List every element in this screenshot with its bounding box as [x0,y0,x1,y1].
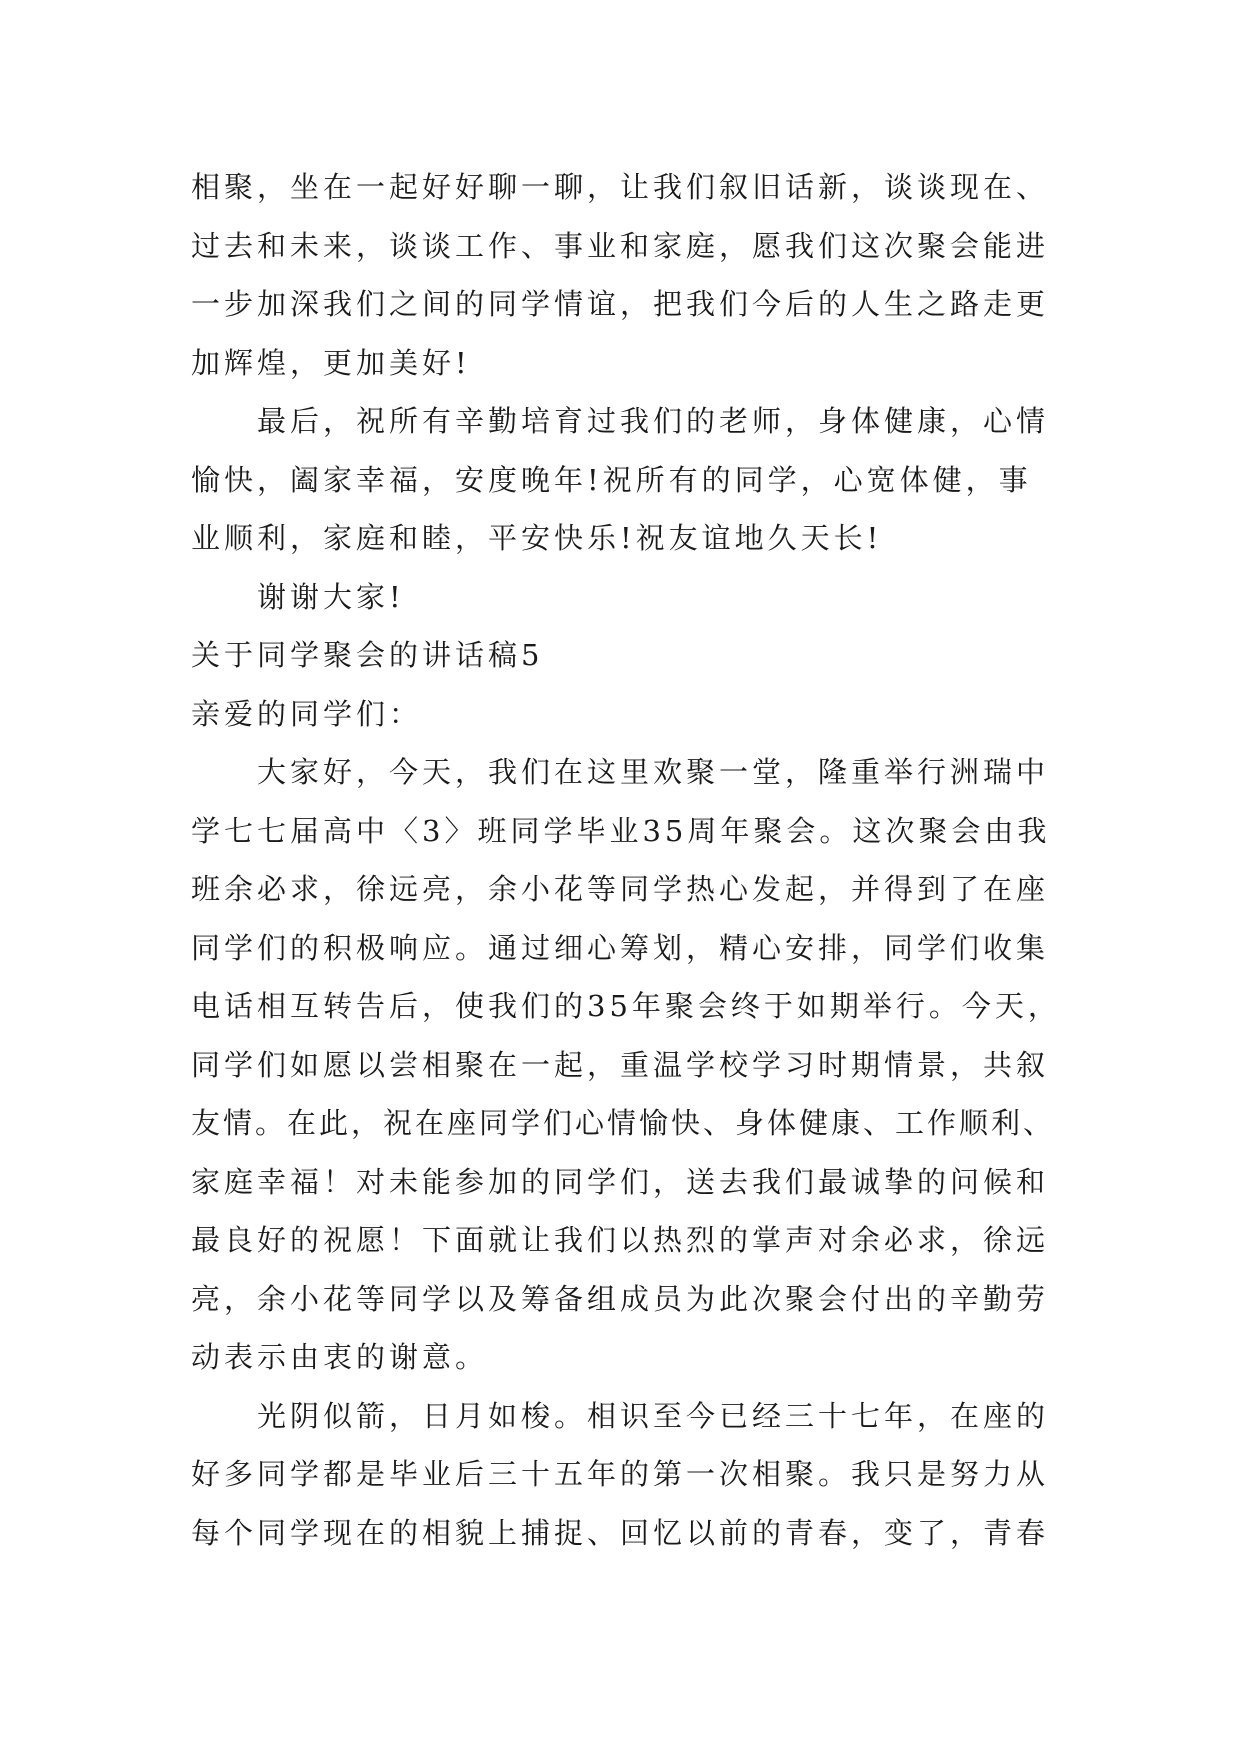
text-line: 每个同学现在的相貌上捕捉、回忆以前的青春，变了，青春 [191,1515,1050,1550]
text-line: 同学们如愿以尝相聚在一起，重温学校学习时期情景，共叙 [191,1047,1050,1082]
text-line: 同学们的积极响应。通过细心筹划，精心安排，同学们收集 [191,930,1050,965]
text-line: 家庭幸福！对未能参加的同学们，送去我们最诚挚的问候和 [191,1164,1050,1199]
text-line: 光阴似箭，日月如梭。相识至今已经三十七年，在座的 [257,1398,1050,1433]
text-line: 一步加深我们之间的同学情谊，把我们今后的人生之路走更 [191,287,1050,321]
text-line: 大家好，今天，我们在这里欢聚一堂，隆重举行洲瑞中 [257,755,1050,789]
text-line: 好多同学都是毕业后三十五年的第一次相聚。我只是努力从 [191,1457,1050,1491]
text-line: 学七七届高中〈3〉班同学毕业35周年聚会。这次聚会由我 [191,813,1051,848]
text-line: 关于同学聚会的讲话稿5 [191,638,544,672]
text-line: 动表示由衷的谢意。 [191,1340,489,1374]
text-line: 班余必求，徐远亮，余小花等同学热心发起，并得到了在座 [191,872,1050,906]
text-line: 过去和未来，谈谈工作、事业和家庭，愿我们这次聚会能进 [191,228,1050,263]
text-line: 谢谢大家! [257,579,405,614]
text-line: 电话相互转告后，使我们的35年聚会终于如期举行。今天， [191,989,1061,1023]
text-line: 愉快，阖家幸福，安度晚年!祝所有的同学，心宽体健，事 [191,462,1032,497]
text-line: 相聚，坐在一起好好聊一聊，让我们叙旧话新，谈谈现在、 [191,170,1050,204]
text-line: 友情。在此，祝在座同学们心情愉快、身体健康、工作顺利、 [191,1106,1056,1140]
document-body [191,158,1061,1562]
text-line: 加辉煌，更加美好! [191,345,471,380]
text-line: 最后，祝所有辛勤培育过我们的老师，身体健康，心情 [257,404,1050,438]
text-line: 亮，余小花等同学以及筹备组成员为此次聚会付出的辛勤劳 [191,1281,1050,1316]
text-line: 最良好的祝愿！下面就让我们以热烈的掌声对余必求，徐远 [191,1223,1050,1257]
text-line: 亲爱的同学们： [191,696,423,731]
text-line: 业顺利，家庭和睦，平安快乐!祝友谊地久天长! [191,521,883,555]
